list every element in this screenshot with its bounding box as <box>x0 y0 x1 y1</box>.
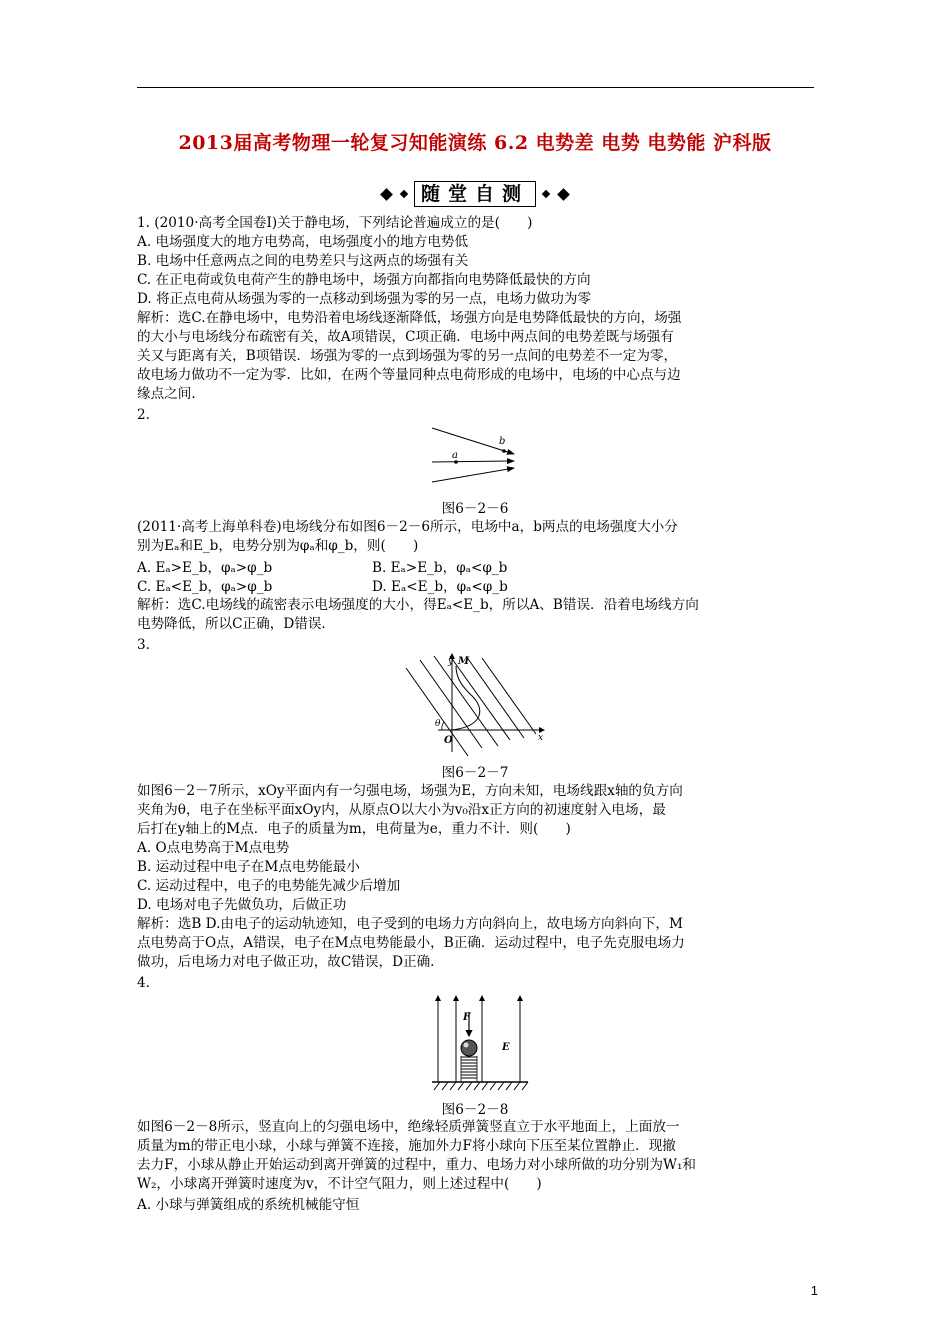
field-line <box>406 668 468 756</box>
diamond-icon <box>542 190 550 198</box>
document-title: 2013届高考物理一轮复习知能演练 6.2 电势差 电势 电势能 沪科版 <box>178 132 772 154</box>
label-F: F <box>463 1012 471 1023</box>
spring <box>461 1057 477 1078</box>
q3-option-d: D. 电场对电子先做负功，后做正功 <box>137 897 347 913</box>
ground-hatching <box>434 1082 528 1090</box>
q2-figure-caption: 图6－2－6 <box>441 501 509 517</box>
label-a: a <box>452 450 458 461</box>
point-b <box>502 449 506 453</box>
label-x: x <box>538 733 544 743</box>
q2-option-d: D. Eₐ<E_b，φₐ<φ_b <box>372 579 508 595</box>
ball-highlight <box>464 1043 469 1048</box>
q1-answer-line: 关又与距离有关，B项错误．场强为零的一点到场强为零的另一点间的电势差不一定为零， <box>137 348 678 364</box>
q4-figure-caption: 图6－2－8 <box>441 1102 509 1118</box>
q3-option-c: C. 运动过程中，电子的电势能先减少后增加 <box>137 878 401 894</box>
q1-answer-line: 故电场力做功不一定为零．比如，在两个等量同种点电荷形成的电场中，电场的中心点与边 <box>137 367 681 383</box>
q3-stem: 后打在y轴上的M点．电子的质量为m，电荷量为e，重力不计．则( ) <box>137 821 571 837</box>
q4-stem: 质量为m的带正电小球，小球与弹簧不连接，施加外力F将小球向下压至某位置静止．现撤 <box>137 1138 676 1154</box>
diamond-icon <box>557 188 570 201</box>
diamond-icon <box>400 190 408 198</box>
field-line <box>434 656 498 746</box>
q2-stem: 别为Eₐ和E_b，电势分别为φₐ和φ_b，则( ) <box>137 538 419 554</box>
q3-option-a: A. O点电势高于M点电势 <box>137 840 290 856</box>
electron-trajectory <box>452 666 480 730</box>
q2-option-b: B. Eₐ>E_b，φₐ<φ_b <box>372 560 508 576</box>
q2-number: 2. <box>137 407 150 423</box>
q4-stem: 如图6－2－8所示，竖直向上的匀强电场中，绝缘轻质弹簧竖直立于水平地面上，上面放一 <box>137 1119 680 1135</box>
q3-answer-line: 点电势高于O点，A错误，电子在M点电势能最小，B正确．运动过程中，电子先克服电场力 <box>137 935 685 951</box>
q3-uniform-field-figure <box>398 650 548 760</box>
q4-spring-ball-figure <box>430 990 530 1094</box>
q1-answer-line: 的大小与电场线分布疏密有关，故A项错误，C项正确．电场中两点间的电势差既与场强有 <box>137 329 674 345</box>
section-banner <box>0 180 950 208</box>
field-line <box>432 468 514 482</box>
q1-answer-line: 解析：选C.在静电场中，电势沿着电场线逐渐降低，场强方向是电势降低最快的方向，场强 <box>137 310 682 326</box>
charged-ball <box>461 1040 477 1056</box>
q3-stem: 夹角为θ，电子在坐标平面xOy内，从原点O以大小为v₀沿x正方向的初速度射入电场，最 <box>137 802 666 818</box>
q2-answer-line: 电势降低，所以C正确，D错误. <box>137 616 326 632</box>
q2-option-a: A. Eₐ>E_b，φₐ>φ_b <box>137 560 273 576</box>
q3-stem: 如图6－2－7所示，xOy平面内有一匀强电场，场强为E，方向未知，电场线跟x轴的负方向 <box>137 783 683 799</box>
banner-label: 随堂自测 <box>414 181 536 207</box>
q1-option-d: D. 将正点电荷从场强为零的一点移动到场强为零的另一点，电场力做功为零 <box>137 291 592 307</box>
label-y: y <box>448 657 454 667</box>
q4-stem: 去力F，小球从静止开始运动到离开弹簧的过程中，重力、电场力对小球所做的功分别为W₁和 <box>137 1157 697 1173</box>
q1-stem: 1. (2010·高考全国卷Ⅰ)关于静电场，下列结论普遍成立的是( ) <box>137 215 533 231</box>
label-b: b <box>499 436 506 447</box>
q2-field-lines-figure <box>420 422 530 488</box>
header-rule <box>137 87 814 88</box>
q3-number: 3. <box>137 637 150 653</box>
q4-option-a: A. 小球与弹簧组成的系统机械能守恒 <box>137 1197 360 1213</box>
q3-figure-caption: 图6－2－7 <box>441 765 509 781</box>
label-O: O <box>444 735 453 746</box>
q2-answer-line: 解析：选C.电场线的疏密表示电场强度的大小，得Eₐ<E_b，所以A、B错误．沿着电场线方向 <box>137 597 699 613</box>
field-line <box>450 656 510 740</box>
diamond-icon <box>380 188 393 201</box>
q4-stem: W₂，小球离开弹簧时速度为v，不计空气阻力，则上述过程中( ) <box>137 1176 542 1192</box>
q1-option-c: C. 在正电荷或负电荷产生的静电场中，场强方向都指向电势降低最快的方向 <box>137 272 591 288</box>
field-line <box>432 461 514 462</box>
q1-option-b: B. 电场中任意两点之间的电势差只与这两点的场强有关 <box>137 253 469 269</box>
field-line <box>482 658 536 734</box>
q3-option-b: B. 运动过程中电子在M点电势能最小 <box>137 859 360 875</box>
q4-number: 4. <box>137 975 150 991</box>
q1-option-a: A. 电场强度大的地方电势高，电场强度小的地方电势低 <box>137 234 469 250</box>
label-M: M <box>458 656 470 667</box>
label-E: E <box>502 1042 510 1053</box>
q3-answer-line: 做功，后电场力对电子做正功，故C错误，D正确. <box>137 954 435 970</box>
q3-answer-line: 解析：选B D.由电子的运动轨迹知，电子受到的电场力方向斜向上，故电场方向斜向下，M <box>137 916 683 932</box>
label-theta: θ <box>435 719 441 729</box>
q2-option-c: C. Eₐ<E_b，φₐ>φ_b <box>137 579 273 595</box>
q2-stem: (2011·高考上海单科卷)电场线分布如图6－2－6所示，电场中a，b两点的电场强度大小分 <box>137 519 678 535</box>
theta-arc <box>442 722 444 730</box>
page-number: 1 <box>810 1283 818 1298</box>
field-lines-group <box>406 656 536 756</box>
q1-answer-line: 缘点之间. <box>137 386 196 402</box>
field-line <box>466 656 524 738</box>
